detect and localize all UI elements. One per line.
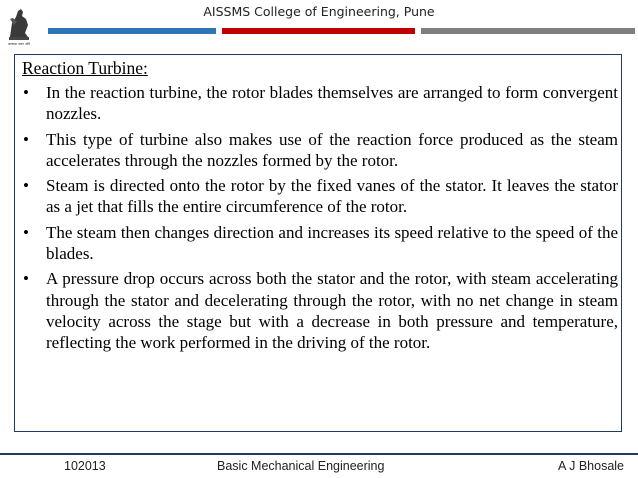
footer-course-code: 102013 xyxy=(64,459,106,473)
header-bar-red xyxy=(222,28,415,34)
bullet-item xyxy=(20,222,618,265)
bullet-marker: • xyxy=(23,176,29,196)
bullet-item xyxy=(20,175,618,218)
bullet-marker: • xyxy=(23,83,29,102)
slide-heading: Reaction Turbine: xyxy=(22,58,148,78)
bullet-marker: • xyxy=(23,222,29,242)
bullet-text: Steam is directed onto the rotor by the fixed vanes of the stator. It leaves the stator as a jet that fills the entire circumference of the rotor. xyxy=(46,176,618,217)
header-bar-blue xyxy=(48,28,216,34)
college-title: AISSMS College of Engineering, Pune xyxy=(203,4,435,19)
bullet-marker: • xyxy=(23,129,29,149)
bullet-item xyxy=(20,268,618,353)
logo-caption: अरकाश अवन अति xyxy=(7,42,31,46)
bullet-text: The steam then changes direction and increases its speed relative to the speed of the blades. xyxy=(46,222,618,264)
bullet-item xyxy=(20,82,618,125)
bullet-marker: • xyxy=(23,269,29,289)
bullet-text: In the reaction turbine, the rotor blades themselves are arranged to form convergent nozzles. xyxy=(46,83,618,124)
footer-author: A J Bhosale xyxy=(557,459,624,473)
footer-divider xyxy=(0,453,638,455)
bullet-text: A pressure drop occurs across both the stator and the rotor, with steam accelerating through the stator and decelerating through the rotor, with no net change in steam velocity across the stage but with a decrease in both pressure and temperature, reflecting the work performed in the driving of the rotor. xyxy=(46,269,618,353)
bullet-list xyxy=(20,82,618,358)
footer-course-name: Basic Mechanical Engineering xyxy=(217,459,385,473)
header-bar-gray xyxy=(421,28,635,34)
bullet-text: This type of turbine also makes use of the reaction force produced as the steam accelerates through the nozzles formed by the rotor. xyxy=(46,129,618,170)
bullet-item xyxy=(20,129,618,172)
